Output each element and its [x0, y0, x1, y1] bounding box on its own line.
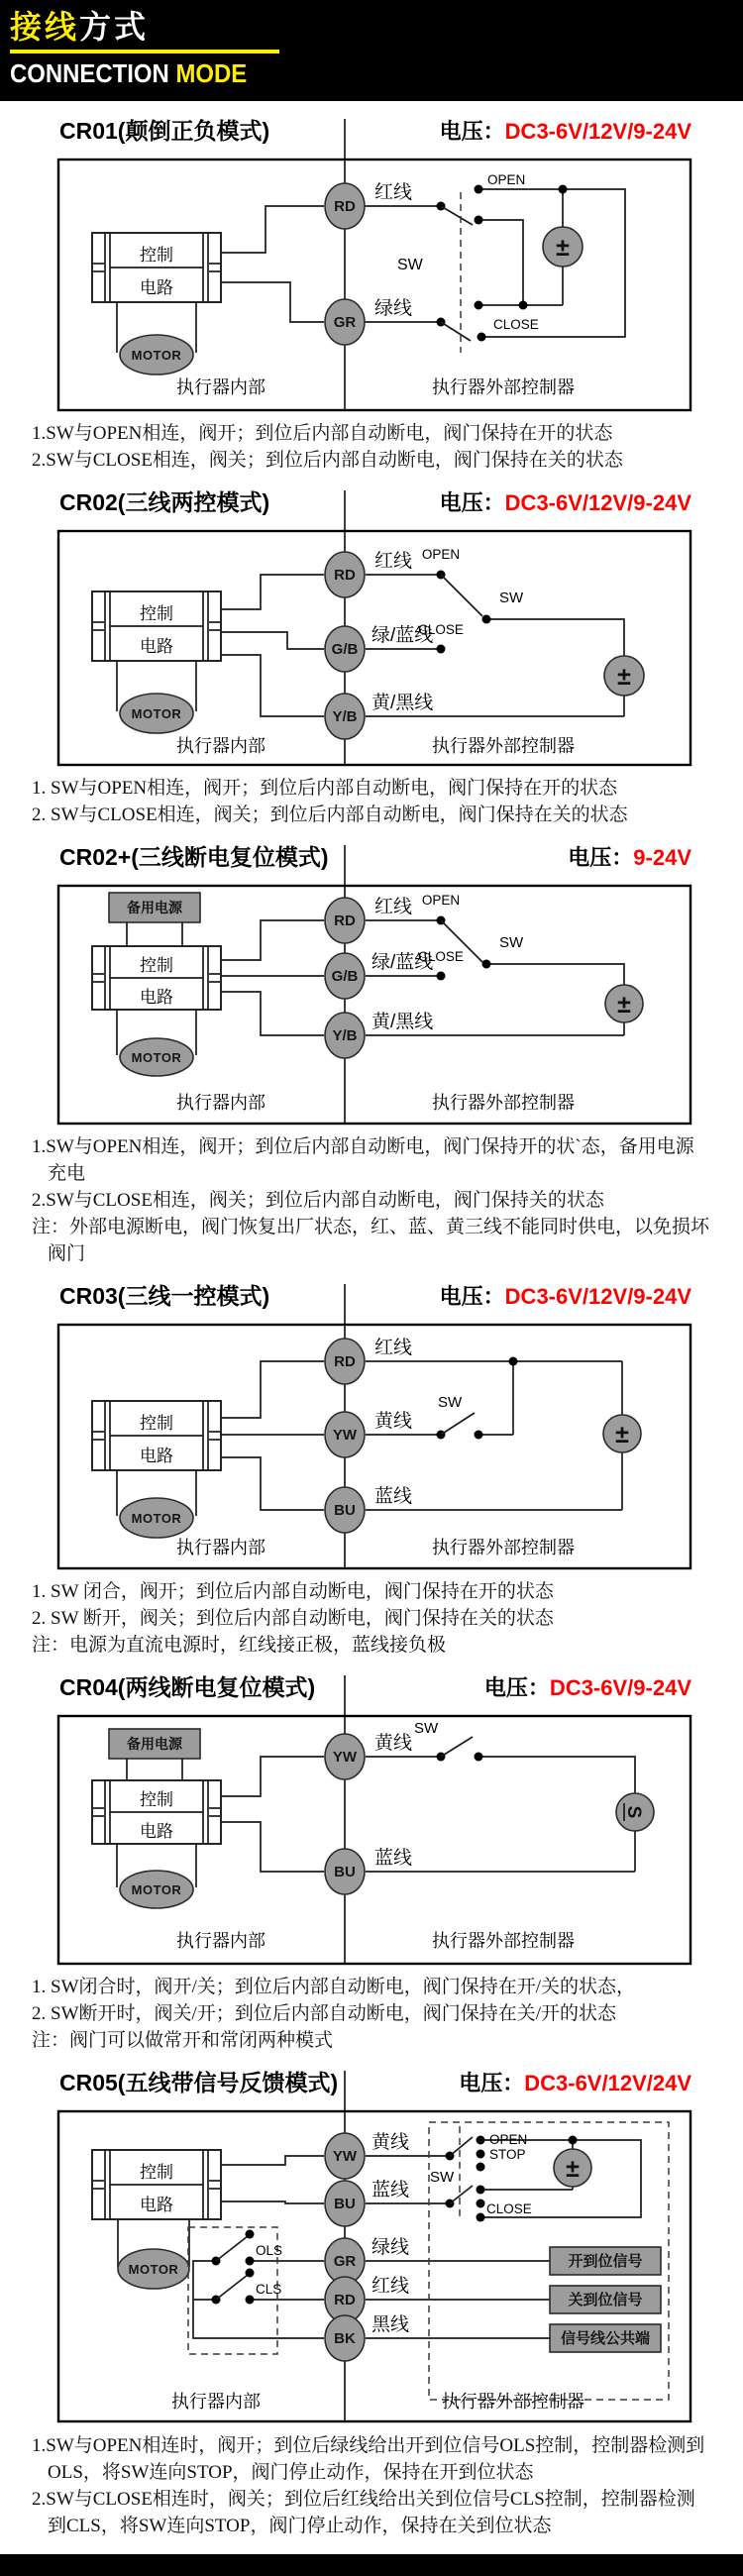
- wire-label: 红线: [374, 182, 413, 204]
- wire-label: 红线: [374, 897, 413, 918]
- note-line: 1.SW与OPEN相连时，阀开；到位后绿线给出开到位信号OLS控制，控制器检测到OLS，将SW连向STOP，阀门停止动作，保持在开到位状态: [32, 2434, 705, 2483]
- signal-box-common: [550, 2324, 661, 2352]
- internal-zone-label: 执行器内部: [176, 1930, 265, 1951]
- terminal-rd: [325, 896, 412, 943]
- motor: [118, 2219, 189, 2289]
- open-contact-label: OPEN: [421, 893, 461, 909]
- note-line: 2.SW与CLOSE相连时，阀关；到位后红线给出关到位信号CLS控制，控制器检测到CLS，将SW连向STOP，阀门停止动作，保持在关到位状态: [32, 2488, 695, 2536]
- ols-label: OLS: [256, 2242, 283, 2258]
- close-contact-label: CLOSE: [418, 949, 464, 965]
- control-label-top: 控制: [140, 246, 173, 266]
- notes-cr01: [32, 421, 711, 475]
- motor-label: MOTOR: [131, 1510, 182, 1526]
- actuator: [92, 2150, 221, 2219]
- section-title: CR01(颠倒正负模式): [59, 118, 270, 145]
- battery-icon: [603, 1415, 641, 1452]
- section-cr04: [30, 1669, 713, 2055]
- control-label-bottom: 电路: [140, 2195, 173, 2214]
- terminal-bu: [325, 2179, 409, 2226]
- section-title: CR03(三线一控模式): [59, 1282, 270, 1309]
- actuator: [92, 1401, 221, 1470]
- control-label-bottom: 电路: [140, 278, 173, 298]
- voltage-value: DC3-6V/12V/9-24V: [504, 119, 691, 145]
- close-contact-label: CLOSE: [486, 2200, 532, 2216]
- terminal-bu: [325, 1485, 412, 1533]
- actuator: [92, 591, 221, 661]
- note-line: 2. SW与CLOSE相连，阀关；到位后内部自动断电，阀门保持在关的状态: [32, 805, 628, 826]
- voltage-value: DC3-6V/9-24V: [549, 1674, 691, 1700]
- section-cr02plus: [30, 839, 713, 1268]
- note-line: 1.SW与OPEN相连，阀开；到位后内部自动断电，阀门保持在开的状态: [32, 423, 613, 445]
- control-label-top: 控制: [140, 956, 173, 976]
- external-zone-label: 执行器外部控制器: [432, 1093, 575, 1114]
- switch-sw: [418, 893, 524, 981]
- terminal-bu: [325, 1847, 412, 1894]
- backup-power-label: 备用电源: [127, 1735, 182, 1752]
- external-zone-label: 执行器外部控制器: [442, 2391, 584, 2412]
- terminal-code: G/B: [331, 641, 359, 659]
- note-line: 注：电源为直流电源时，红线接正极，蓝线接负极: [32, 1634, 447, 1656]
- voltage-label: 电压：: [568, 845, 634, 871]
- terminal-code: GR: [333, 2252, 357, 2270]
- terminal-code: BU: [334, 1501, 356, 1519]
- internal-zone-label: 执行器内部: [176, 1093, 265, 1114]
- wire-label: 绿线: [374, 298, 413, 320]
- wire-label: 黄/黑线: [372, 1012, 434, 1033]
- voltage-label: 电压：: [439, 119, 505, 145]
- actuator: [92, 1780, 221, 1844]
- wire-label: 蓝线: [374, 1485, 413, 1507]
- terminal-code: RD: [334, 567, 356, 585]
- battery-symbol: ±: [617, 663, 631, 692]
- terminal-code: RD: [334, 1352, 356, 1370]
- voltage-label: 电压：: [483, 1674, 550, 1700]
- terminal-code: BU: [334, 2195, 356, 2212]
- wire-label: 蓝线: [374, 1847, 413, 1869]
- terminal-code: BU: [334, 1863, 356, 1880]
- terminal-code: BK: [334, 2329, 356, 2347]
- note-line: 1.SW与OPEN相连，阀开；到位后内部自动断电，阀门保持开的状`态，备用电源充电: [32, 1136, 694, 1185]
- wiring-diagram-cr03: [30, 1284, 713, 1573]
- battery-icon: [604, 656, 644, 696]
- wiring-diagram-cr02plus: [30, 845, 713, 1128]
- note-line: 2.SW与CLOSE相连，阀关；到位后内部自动断电，阀门保持在关的状态: [32, 450, 623, 472]
- section-title: CR04(两线断电复位模式): [59, 1673, 316, 1700]
- wire-label: 红线: [374, 551, 413, 573]
- voltage-value: DC3-6V/12V/24V: [524, 2070, 691, 2095]
- section-cr05: [30, 2065, 713, 2540]
- motor: [117, 1470, 196, 1538]
- wire-label: 绿/蓝线: [372, 952, 434, 974]
- control-label-bottom: 电路: [140, 1821, 173, 1841]
- sw-label: SW: [499, 934, 524, 952]
- sw-label: SW: [414, 1719, 439, 1737]
- voltage-value: 9-24V: [633, 845, 691, 871]
- terminal-yw: [325, 1410, 412, 1457]
- wire-label: 蓝线: [372, 2179, 410, 2200]
- note-line: 2. SW断开时，阀关/开；到位后内部自动断电，阀门保持在关/开的状态: [32, 2002, 617, 2024]
- wire-label: 黄/黑线: [372, 693, 434, 714]
- control-label-bottom: 电路: [140, 988, 173, 1008]
- wires: [221, 1757, 635, 1872]
- wire-label: 绿/蓝线: [372, 625, 434, 647]
- sw-label: SW: [397, 257, 423, 274]
- notes-cr04: [32, 1975, 711, 2055]
- switch-sw: [397, 172, 568, 353]
- terminal-code: RD: [334, 2291, 356, 2308]
- voltage: [459, 2067, 691, 2097]
- motor: [117, 661, 196, 733]
- external-zone-label: 执行器外部控制器: [432, 736, 575, 757]
- voltage: [484, 1671, 691, 1702]
- terminal-rd: [325, 1337, 412, 1384]
- terminal-gb: [325, 951, 433, 999]
- backup-power-box: [109, 893, 200, 946]
- open-contact-label: OPEN: [421, 547, 461, 563]
- terminal-bk: [325, 2313, 409, 2361]
- open-contact-label: OPEN: [489, 2131, 528, 2147]
- voltage: [440, 115, 691, 146]
- wire-label: 黄线: [374, 1732, 413, 1754]
- control-label-bottom: 电路: [140, 637, 173, 657]
- section-title: CR02(三线两控模式): [59, 489, 270, 516]
- voltage: [440, 1280, 691, 1311]
- wire-label: 黄线: [372, 2131, 410, 2153]
- internal-zone-label: 执行器内部: [171, 2391, 261, 2412]
- terminal-code: G/B: [331, 968, 359, 986]
- terminal-code: Y/B: [332, 708, 358, 726]
- section-title: CR05(五线带信号反馈模式): [59, 2069, 339, 2095]
- page-subtitle-accent: MODE: [175, 58, 248, 89]
- voltage-label: 电压：: [459, 2070, 525, 2095]
- close-signal-label: 关到位信号: [568, 2291, 643, 2308]
- control-label-top: 控制: [140, 604, 173, 624]
- terminal-code: RD: [334, 912, 356, 930]
- voltage-value: DC3-6V/12V/9-24V: [504, 1283, 691, 1309]
- notes-cr02plus: [32, 1134, 711, 1268]
- actuator: [92, 233, 221, 302]
- notes-cr03: [32, 1579, 711, 1660]
- open-contact-label: OPEN: [487, 172, 526, 188]
- backup-power-label: 备用电源: [127, 900, 182, 916]
- motor: [117, 1010, 196, 1076]
- terminal-gb: [325, 624, 433, 672]
- notes-cr05: [32, 2433, 711, 2540]
- sw-label: SW: [430, 2168, 455, 2186]
- sw-label: SW: [438, 1393, 463, 1411]
- actuator: [92, 946, 221, 1010]
- motor-label: MOTOR: [131, 348, 182, 364]
- battery-icon: [605, 985, 643, 1022]
- control-label-bottom: 电路: [140, 1446, 173, 1465]
- internal-zone-label: 执行器内部: [176, 1537, 265, 1557]
- limit-switch-cls: [212, 2268, 282, 2304]
- note-line: 注：外部电源断电，阀门恢复出厂状态，红、蓝、黄三线不能同时供电，以免损坏阀门: [32, 1216, 710, 1264]
- page-subtitle: [10, 58, 685, 89]
- terminal-code: YW: [332, 2147, 358, 2165]
- wire-label: 红线: [372, 2275, 410, 2297]
- signal-box-open: [550, 2247, 661, 2275]
- note-line: 1. SW与OPEN相连，阀开；到位后内部自动断电，阀门保持在开的状态: [32, 778, 618, 800]
- control-label-top: 控制: [140, 1413, 173, 1433]
- note-line: 1. SW闭合时，阀开/关；到位后内部自动断电，阀门保持在开/关的状态，: [32, 1976, 636, 1997]
- open-signal-label: 开到位信号: [568, 2252, 643, 2270]
- terminal-code: RD: [334, 198, 356, 216]
- wire-label: 绿线: [372, 2236, 410, 2258]
- internal-zone-label: 执行器内部: [176, 736, 265, 757]
- switch-sw: [418, 547, 524, 654]
- section-cr03: [30, 1278, 713, 1660]
- section-title: CR02+(三线断电复位模式): [59, 844, 329, 871]
- terminal-code: YW: [332, 1426, 358, 1444]
- backup-power-box: [109, 1729, 200, 1780]
- content: [0, 101, 743, 2553]
- section-cr01: [30, 113, 713, 475]
- page-title: [10, 10, 743, 45]
- page-title-rest: 方式: [79, 9, 150, 45]
- terminal-yw: [325, 2131, 409, 2179]
- stop-contact-label: STOP: [489, 2146, 526, 2162]
- battery-icon: [543, 227, 583, 267]
- control-label-top: 控制: [140, 1789, 173, 1809]
- terminal-code: YW: [332, 1748, 358, 1766]
- voltage: [440, 486, 691, 517]
- bottom-bar: [0, 2554, 743, 2576]
- terminal-yw: [325, 1732, 412, 1779]
- terminal-yb: [325, 1011, 433, 1058]
- control-label-top: 控制: [140, 2162, 173, 2182]
- terminal-rd: [325, 181, 412, 229]
- section-cr02: [30, 484, 713, 829]
- wire-label: 红线: [374, 1337, 413, 1358]
- wiring-diagram-cr05: [30, 2071, 713, 2427]
- motor: [117, 1844, 196, 1908]
- motor-label: MOTOR: [128, 2261, 179, 2277]
- external-zone-label: 执行器外部控制器: [432, 1930, 575, 1951]
- battery-symbol: ±: [617, 991, 631, 1020]
- notes-cr02: [32, 776, 711, 829]
- limit-switch-ols: [212, 2229, 283, 2265]
- battery-icon: [554, 2149, 591, 2187]
- note-line: 1. SW 闭合，阀开；到位后内部自动断电，阀门保持在开的状态: [32, 1580, 554, 1602]
- page-header: [0, 0, 743, 101]
- supply-icon: [616, 1793, 654, 1831]
- close-contact-label: CLOSE: [493, 317, 539, 333]
- page-title-accent: 接线: [10, 9, 80, 45]
- wire-label: 黑线: [372, 2313, 410, 2335]
- battery-symbol: ±: [556, 234, 570, 263]
- switch-sw: [437, 1356, 518, 1439]
- note-line: 2. SW 断开，阀关；到位后内部自动断电，阀门保持在关的状态: [32, 1607, 554, 1629]
- motor-label: MOTOR: [131, 1881, 182, 1897]
- signal-box-close: [550, 2286, 661, 2313]
- battery-symbol: ±: [566, 2154, 580, 2183]
- cls-label: CLS: [256, 2281, 282, 2297]
- voltage-label: 电压：: [439, 490, 505, 516]
- terminal-rd: [325, 550, 412, 597]
- wiring-diagram-cr02: [30, 490, 713, 770]
- voltage-label: 电压：: [439, 1283, 505, 1309]
- wires: [221, 1361, 622, 1510]
- wiring-diagram-cr04: [30, 1675, 713, 1969]
- note-line: 注：阀门可以做常开和常闭两种模式: [32, 2029, 334, 2051]
- external-zone-label: 执行器外部控制器: [432, 1537, 575, 1557]
- wiring-diagram-cr01: [30, 119, 713, 415]
- terminal-code: GR: [333, 314, 357, 332]
- page-subtitle-main: CONNECTION: [10, 58, 176, 89]
- motor-label: MOTOR: [131, 1050, 182, 1066]
- motor-label: MOTOR: [131, 706, 182, 722]
- common-signal-label: 信号线公共端: [560, 2329, 651, 2347]
- wire-label: 黄线: [374, 1410, 413, 1432]
- terminal-yb: [325, 692, 433, 739]
- terminal-gr: [325, 297, 412, 345]
- title-underline: [10, 50, 279, 54]
- battery-symbol: ±: [615, 1420, 629, 1449]
- internal-zone-label: 执行器内部: [176, 377, 265, 398]
- external-zone-label: 执行器外部控制器: [432, 377, 575, 398]
- voltage: [568, 841, 691, 872]
- supply-symbol: S: [623, 1805, 644, 1819]
- motor: [117, 302, 196, 375]
- voltage-value: DC3-6V/12V/9-24V: [504, 490, 691, 516]
- close-contact-label: CLOSE: [418, 622, 464, 638]
- switch-sw: [414, 1720, 483, 1762]
- terminal-code: Y/B: [332, 1027, 358, 1045]
- note-line: 2.SW与CLOSE相连，阀关；到位后内部自动断电，阀门保持关的状态: [32, 1190, 604, 1211]
- sw-label: SW: [499, 590, 524, 607]
